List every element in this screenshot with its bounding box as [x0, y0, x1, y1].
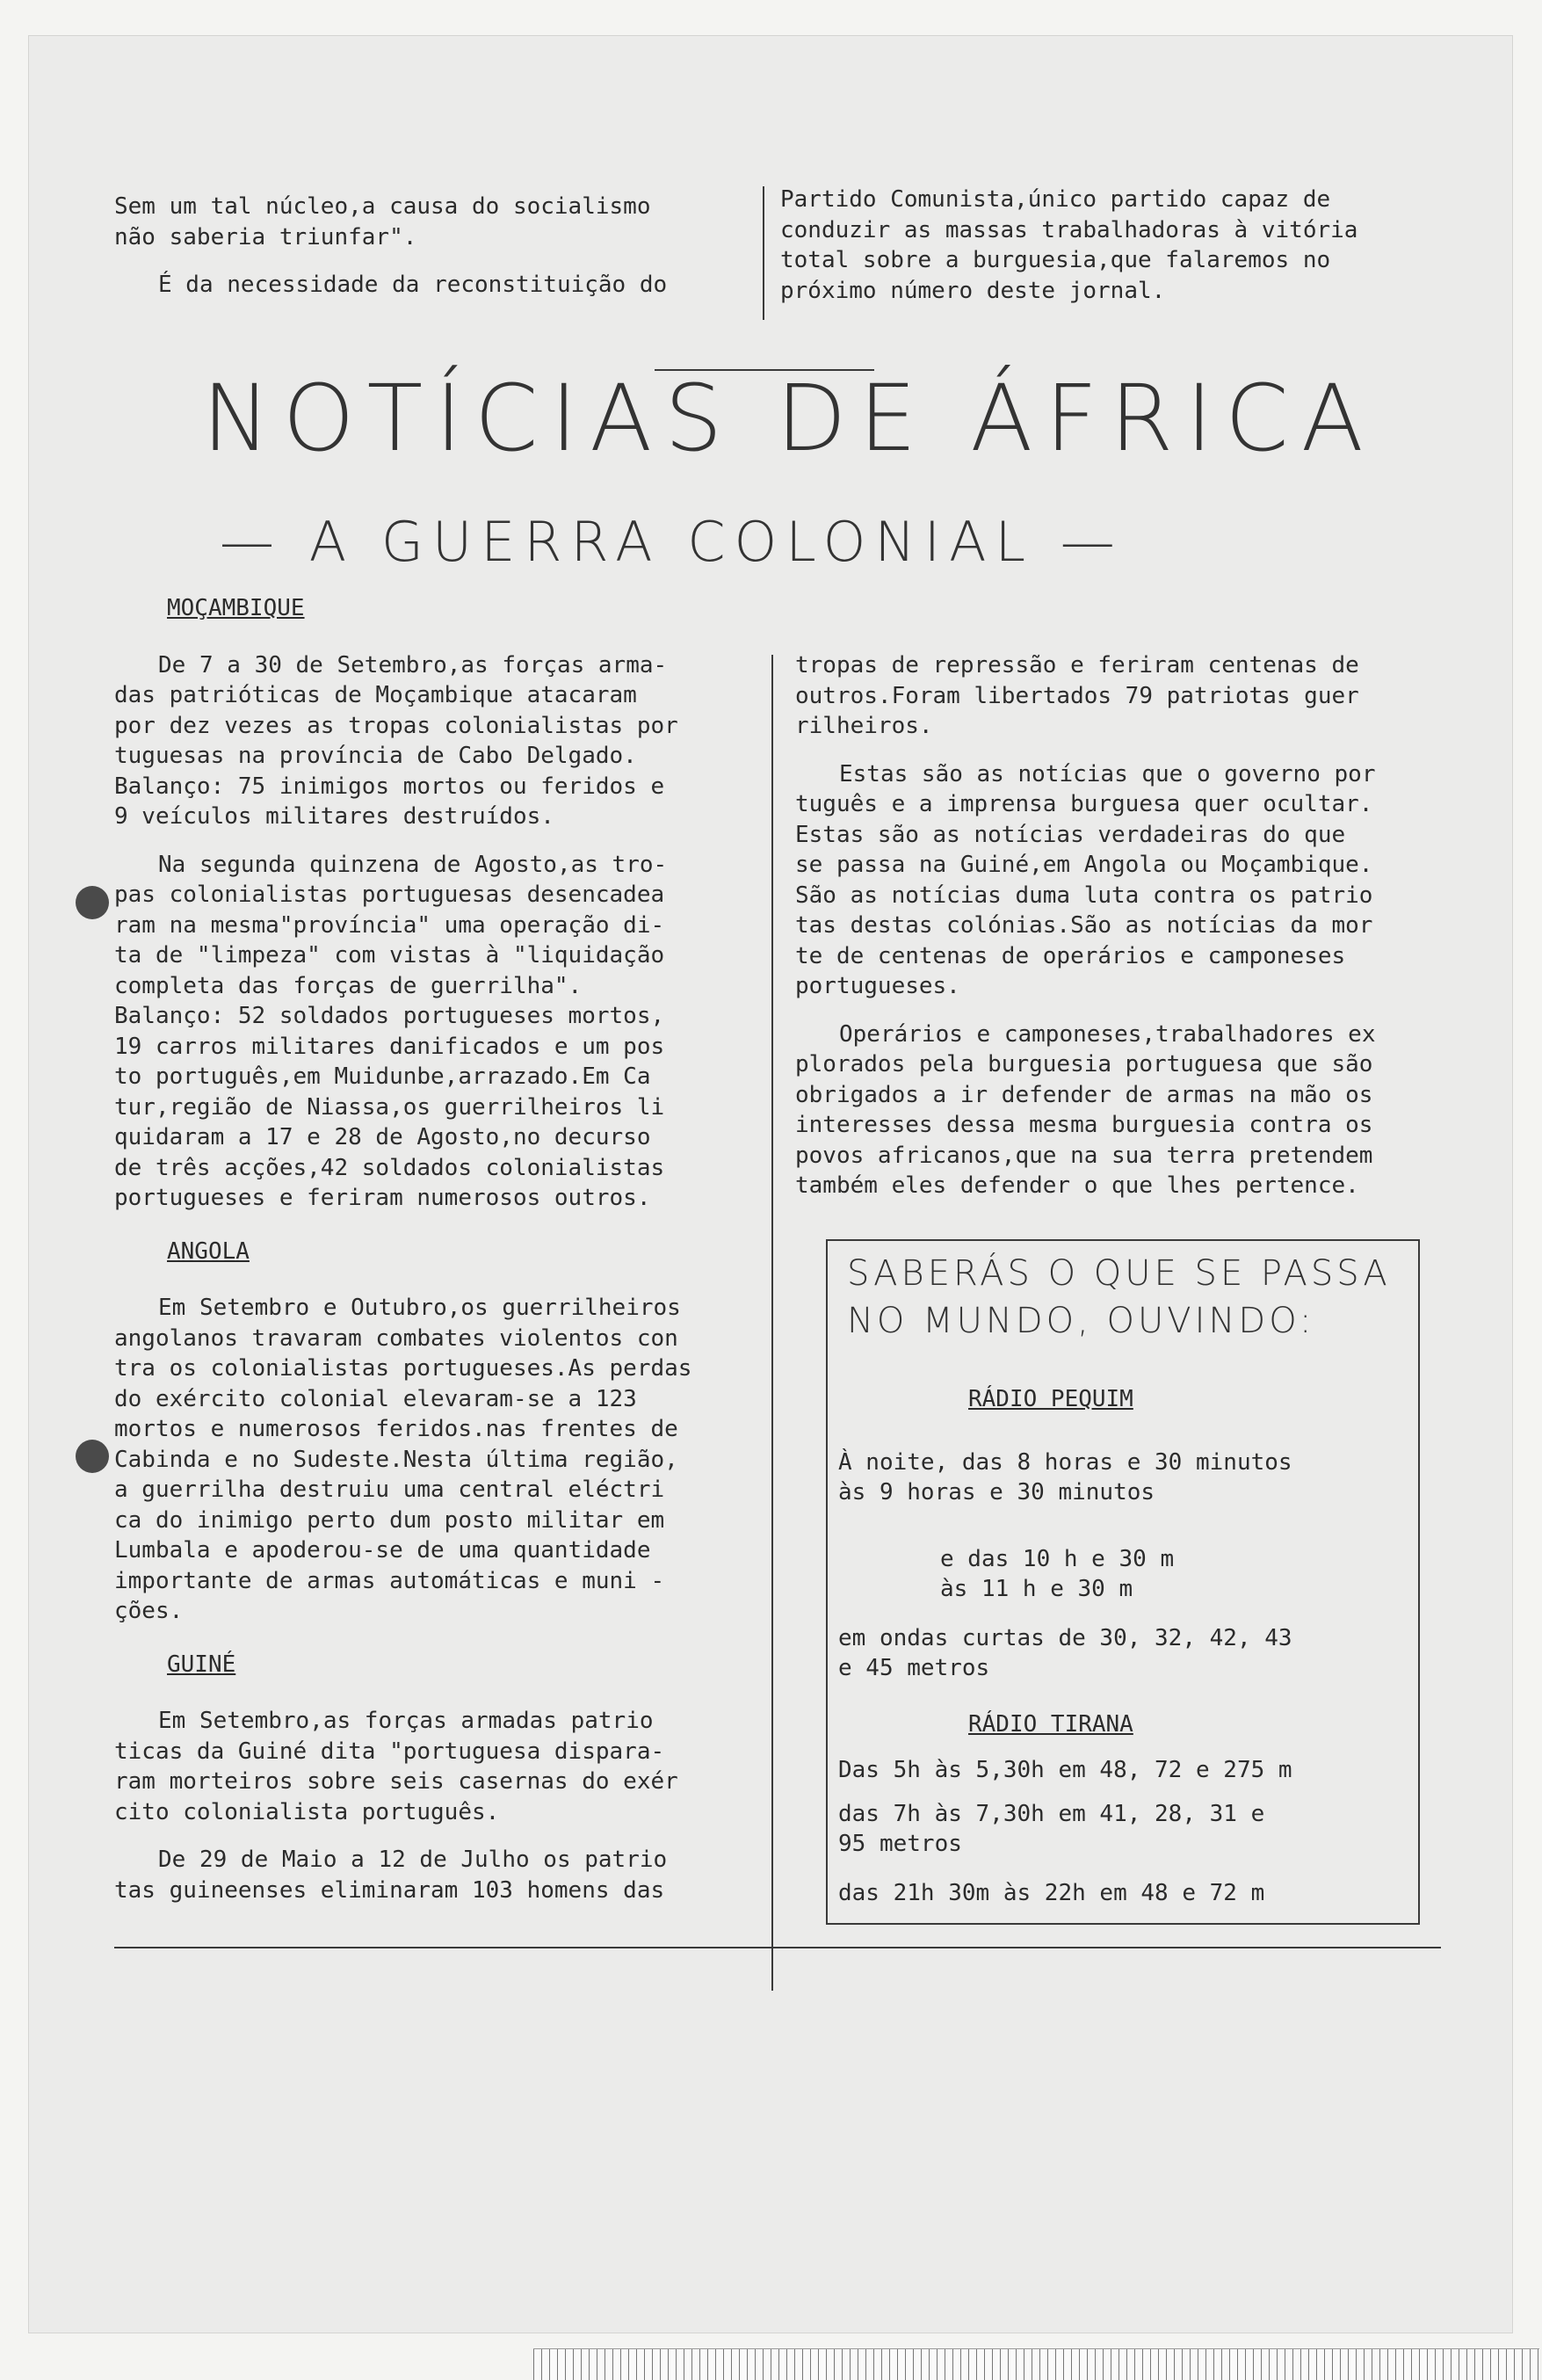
radio-pequim-name: RÁDIO PEQUIM — [968, 1386, 1133, 1412]
mocambique-paragraph-1: De 7 a 30 de Setembro,as forças arma- das patrióticas de Moçambique atacaram por dez vezes as tropas colonialistas por tuguesas na província de Cabo Delgado. Balanço: 75 inimigos mortos ou feridos e 9 veículos militares destruídos. — [114, 651, 678, 830]
radio-box — [826, 1239, 1420, 1925]
guine-paragraph-2: De 29 de Maio a 12 de Julho os patrio tas guineenses eliminaram 103 homens das — [114, 1847, 668, 1904]
top-left-paragraph-2: É da necessidade da reconstituição do — [158, 272, 668, 298]
angola-paragraph-1: Em Setembro e Outubro,os guerrilheiros angolanos travaram combates violentos con tra os colonialistas portugueses.As perdas do exército colonial elevaram-se a 123 mortos e numerosos feridos.nas frentes de Cabinda e no Sudeste.Nesta última região, a guerrilha destruiu uma central eléctri ca do inimigo perto dum posto militar em Lumbala e apoderou-se de uma quantidade importante de armas automáticas e muni - ções. — [114, 1295, 692, 1624]
radio-tirana-name: RÁDIO TIRANA — [968, 1711, 1133, 1738]
page-subtitle: — A GUERRA COLONIAL — — [220, 510, 1124, 574]
right-paragraph-1: tropas de repressão e feriram centenas de outros.Foram libertados 79 patriotas guer rilheiros. — [795, 652, 1359, 739]
radio-pequim-waves: em ondas curtas de 30, 32, 42, 43 e 45 metros — [838, 1625, 1292, 1681]
page-bottom-rule — [114, 1947, 1441, 1948]
punch-hole-upper — [76, 886, 109, 919]
radio-pequim-times-2: e das 10 h e 30 m às 11 h e 30 m — [940, 1546, 1175, 1602]
radio-pequim-times-1: À noite, das 8 horas e 30 minutos às 9 horas e 30 minutos — [838, 1449, 1292, 1506]
radio-box-heading-line1: SABERÁS O QUE SE PASSA — [847, 1253, 1391, 1294]
top-column-divider — [763, 186, 764, 320]
top-left-text — [114, 192, 747, 318]
radio-tirana-times-3: das 21h 30m às 22h em 48 e 72 m — [838, 1880, 1265, 1906]
right-paragraph-3: Operários e camponeses,trabalhadores ex plorados pela burguesia portuguesa que são obrigados a ir defender de armas na mão os interesses dessa mesma burguesia contra os povos africanos,que na sua terra pretendem também eles defender o que lhes pertence. — [795, 1020, 1376, 1199]
main-column-divider — [771, 655, 773, 1991]
punch-hole-lower — [76, 1440, 109, 1473]
radio-tirana-times-1: Das 5h às 5,30h em 48, 72 e 275 m — [838, 1757, 1292, 1783]
section-heading-angola: ANGOLA — [167, 1237, 250, 1265]
guine-paragraph-1: Em Setembro,as forças armadas patrio ticas da Guiné dita "portuguesa dispara- ram morteiros sobre seis casernas do exér cito colonialista português. — [114, 1708, 678, 1825]
top-right-paragraph: Partido Comunista,único partido capaz de conduzir as massas trabalhadoras à vitória total sobre a burguesia,que falaremos no próximo número deste jornal. — [780, 186, 1358, 304]
top-right-text — [780, 185, 1448, 323]
left-column — [114, 576, 751, 1923]
page-title: NOTÍCIAS DE ÁFRICA — [202, 365, 1376, 472]
scale-ruler — [533, 2348, 1539, 2380]
right-column — [795, 650, 1450, 1219]
top-left-paragraph-1: Sem um tal núcleo,a causa do socialismo não saberia triunfar". — [114, 193, 651, 250]
radio-box-heading-line2: NO MUNDO, OUVINDO: — [847, 1301, 1315, 1341]
section-heading-guine: GUINÉ — [167, 1651, 236, 1678]
mocambique-paragraph-2: Na segunda quinzena de Agosto,as tro- pas colonialistas portuguesas desencadea ram na mesma"província" uma operação di- ta de "limpeza" com vistas à "liquidação completa das forças de guerrilha". Balanço: 52 soldados portugueses mortos, 19 carros militares danificados e um pos to português,em Muidunbe,arrazado.Em Ca tur,região de Niassa,os guerrilheiros li quidaram a 17 e 28 de Agosto,no decurso de três acções,42 soldados colonialistas portugueses e feriram numerosos outros. — [114, 851, 668, 1211]
radio-tirana-times-2: das 7h às 7,30h em 41, 28, 31 e 95 metros — [838, 1801, 1265, 1857]
section-heading-mocambique: MOÇAMBIQUE — [167, 595, 305, 621]
right-paragraph-2: Estas são as notícias que o governo por tuguês e a imprensa burguesa quer ocultar. Estas são as notícias verdadeiras do que se passa na Guiné,em Angola ou Moçambique. São as notícias duma luta contra os patrio tas destas colónias.São as notícias da mor te de centenas de operários e camponeses portugueses. — [795, 760, 1376, 999]
